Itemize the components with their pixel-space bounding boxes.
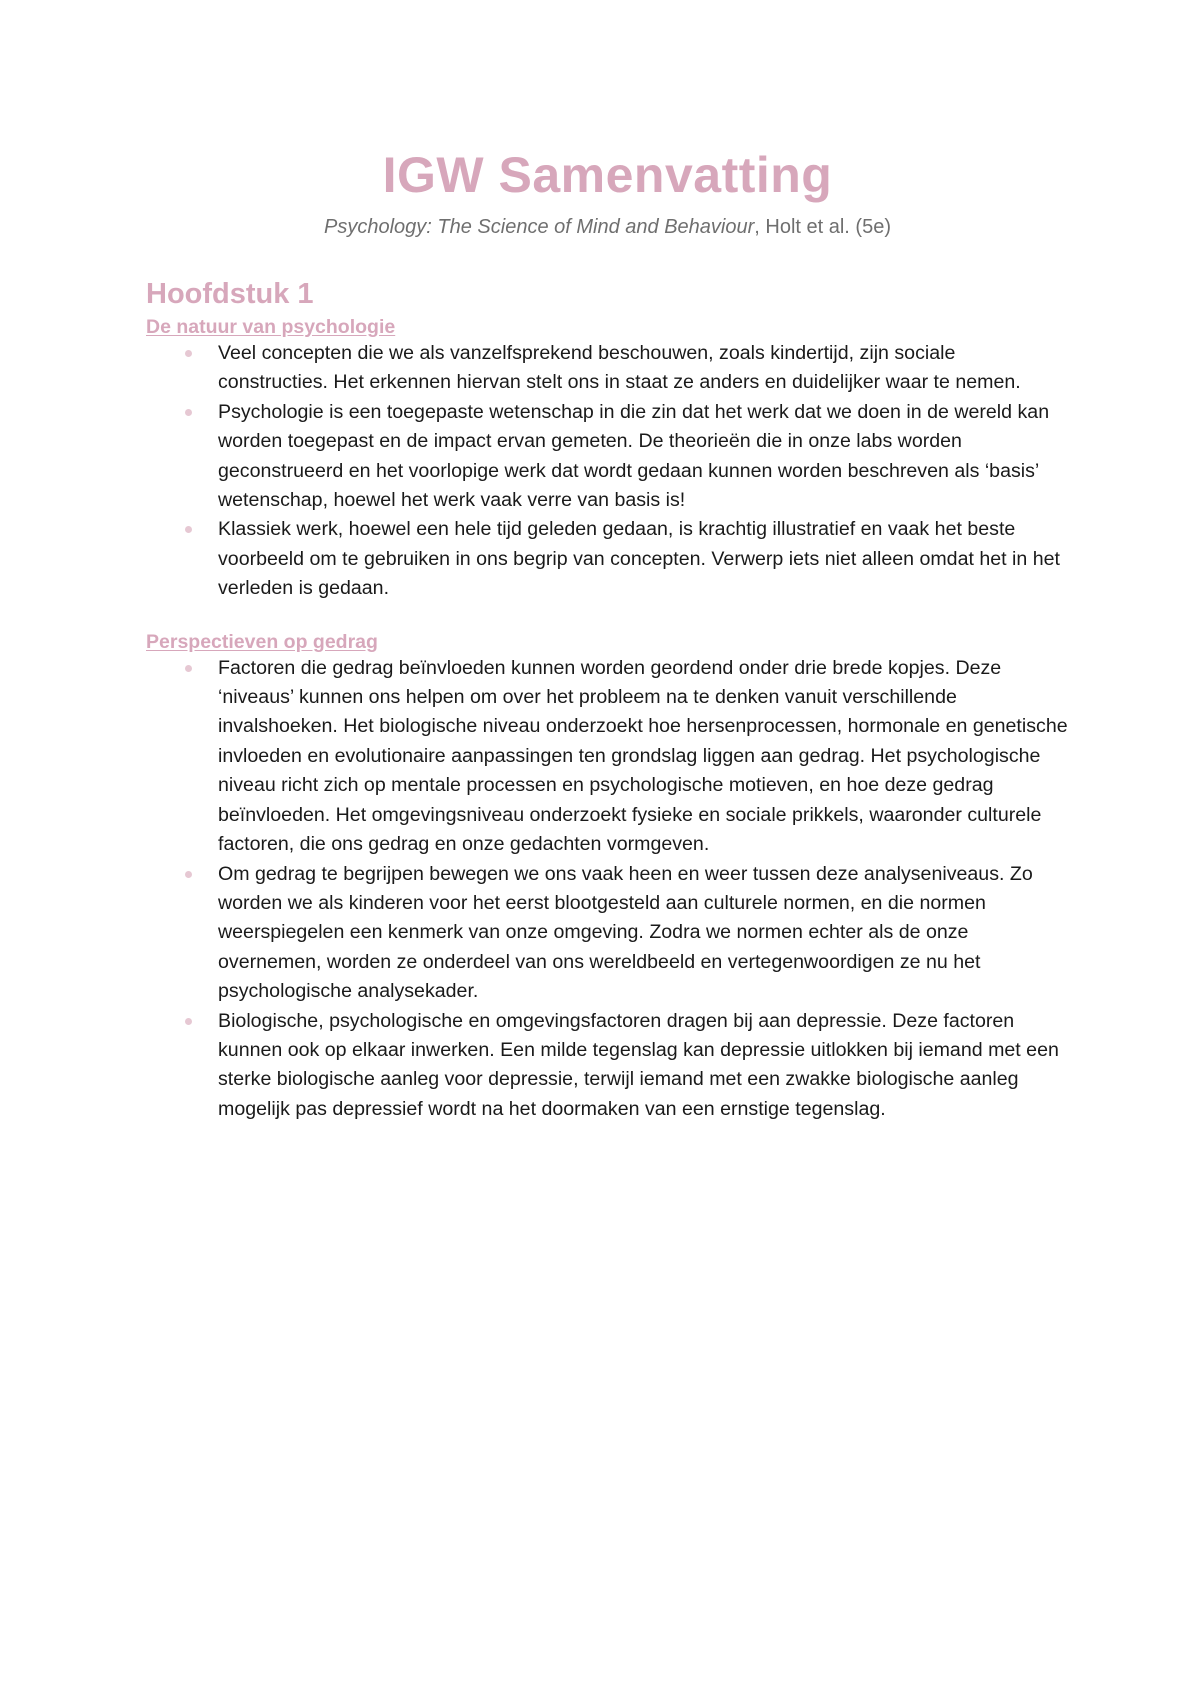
list-item bbox=[218, 339, 1069, 398]
bullet-icon bbox=[185, 871, 192, 878]
list-item-text: Om gedrag te begrijpen bewegen we ons vaak heen en weer tussen deze analyseniveaus. Zo worden we als kinderen voor het eerst blootgesteld aan culturele normen, en die normen weerspiegelen een kenmerk van onze omgeving. Zodra we normen echter als de onze overnemen, worden ze onderdeel van ons wereldbeeld en vertegenwoordigen ze nu het psychologische analysekader. bbox=[218, 862, 1033, 1003]
list-item-text: Psychologie is een toegepaste wetenschap in die zin dat het werk dat we doen in de wereld kan worden toegepast en de impact ervan gemeten. De theorieën die in onze labs worden geconstrueerd en het voorlopige werk dat wordt gedaan kunnen worden beschreven als ‘basis’ wetenschap, hoewel het werk vaak verre van basis is! bbox=[218, 400, 1050, 512]
list-item bbox=[218, 398, 1069, 516]
section-de-natuur-van-psychologie bbox=[146, 315, 1069, 604]
list-item bbox=[218, 654, 1069, 860]
list-item-text: Veel concepten die we als vanzelfsprekend beschouwen, zoals kindertijd, zijn sociale constructies. Het erkennen hiervan stelt ons in staat ze anders en duidelijker waar te nemen. bbox=[218, 342, 1021, 394]
bullet-icon bbox=[185, 526, 192, 533]
document-title: IGW Samenvatting bbox=[382, 147, 833, 203]
list-item bbox=[218, 860, 1069, 1007]
bullet-icon bbox=[185, 665, 192, 672]
bullet-icon bbox=[185, 350, 192, 357]
document-subtitle bbox=[146, 214, 1069, 240]
bullet-list bbox=[146, 339, 1069, 604]
section-perspectieven-op-gedrag bbox=[146, 630, 1069, 1125]
section-heading: De natuur van psychologie bbox=[146, 316, 396, 338]
list-item-text: Biologische, psychologische en omgevingsfactoren dragen bij aan depressie. Deze factoren kunnen ook op elkaar inwerken. Een milde tegenslag kan depressie uitlokken bij iemand met een sterke biologische aanleg voor depressie, terwijl iemand met een zwakke biologische aanleg mogelijk pas depressief wordt na het doormaken van een ernstige tegenslag. bbox=[218, 1009, 1059, 1120]
list-item-text: Factoren die gedrag beïnvloeden kunnen worden geordend onder drie brede kopjes. Deze ‘niveaus’ kunnen ons helpen om over het probleem na te denken vanuit verschillende invalshoeken. Het biologische niveau onderzoekt hoe hersenprocessen, hormonale en genetische invloeden en evolutionaire aanpassingen ten grondslag liggen aan gedrag. Het psychologische niveau richt zich op mentale processen en psychologische motieven, en hoe deze gedrag beïnvloeden. Het omgevingsniveau onderzoekt fysieke en sociale prikkels, waaronder culturele factoren, die ons gedrag en onze gedachten vormgeven. bbox=[218, 656, 1068, 856]
bullet-icon bbox=[185, 409, 192, 416]
list-item bbox=[218, 515, 1069, 603]
bullet-list bbox=[146, 654, 1069, 1125]
list-item bbox=[218, 1007, 1069, 1125]
book-title: Psychology: The Science of Mind and Behaviour bbox=[324, 216, 755, 238]
section-heading: Perspectieven op gedrag bbox=[146, 630, 378, 653]
chapter-heading: Hoofdstuk 1 bbox=[146, 278, 314, 310]
list-item-text: Klassiek werk, hoewel een hele tijd geleden gedaan, is krachtig illustratief en vaak het beste voorbeeld om te gebruiken in ons begrip van concepten. Verwerp iets niet alleen omdat het in het verleden is gedaan. bbox=[218, 518, 1060, 600]
book-authors-edition: , Holt et al. (5e) bbox=[754, 216, 891, 238]
bullet-icon bbox=[185, 1018, 192, 1025]
